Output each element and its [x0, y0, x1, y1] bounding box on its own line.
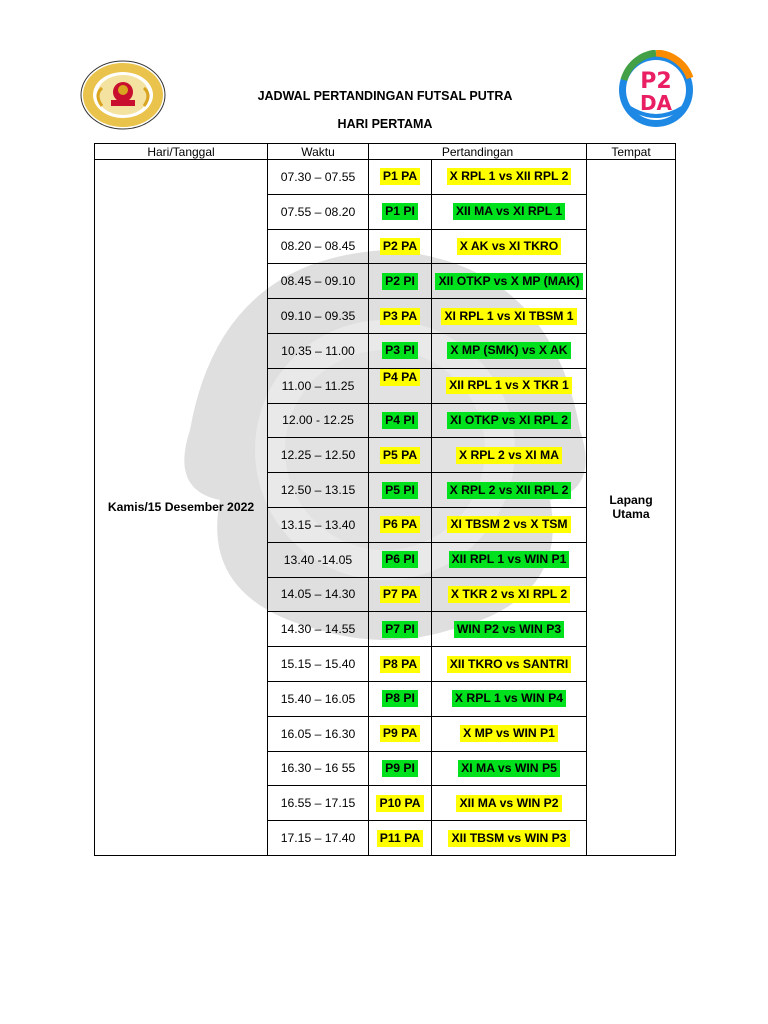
time-cell: 07.55 – 08.20: [268, 194, 369, 229]
time-cell: 10.35 – 11.00: [268, 333, 369, 368]
match-code-label: P3 PA: [380, 308, 420, 325]
match-code-label: P3 PI: [382, 342, 418, 359]
time-cell: 16.55 – 17.15: [268, 786, 369, 821]
time-cell: 08.20 – 08.45: [268, 229, 369, 264]
match-code-label: P5 PA: [380, 447, 420, 464]
time-cell: 15.15 – 15.40: [268, 647, 369, 682]
match-code-cell: [369, 612, 432, 647]
time-cell: 17.15 – 17.40: [268, 821, 369, 856]
match-teams-label: XII TKRO vs SANTRI: [447, 656, 572, 673]
match-cell: [432, 438, 587, 473]
time-cell: 11.00 – 11.25: [268, 368, 369, 403]
page-title: JADWAL PERTANDINGAN FUTSAL PUTRA: [257, 89, 513, 103]
match-teams-label: X AK vs XI TKRO: [457, 238, 561, 255]
p2da-logo: [616, 50, 696, 130]
match-cell: [432, 716, 587, 751]
match-code-label: P5 PI: [382, 482, 418, 499]
match-teams-label: XII RPL 1 vs WIN P1: [449, 551, 570, 568]
match-cell: [432, 368, 587, 403]
match-code-label: P10 PA: [376, 795, 423, 812]
match-code-cell: [369, 786, 432, 821]
match-code-label: P1 PI: [382, 203, 418, 220]
time-cell: 08.45 – 09.10: [268, 264, 369, 299]
match-code-cell: [369, 647, 432, 682]
column-header-time: Waktu: [268, 144, 369, 160]
match-cell: [432, 786, 587, 821]
time-cell: 12.00 - 12.25: [268, 403, 369, 438]
match-teams-label: XI RPL 1 vs XI TBSM 1: [441, 308, 576, 325]
svg-text:P2: P2: [640, 69, 672, 94]
match-code-cell: [369, 299, 432, 334]
match-teams-label: X TKR 2 vs XI RPL 2: [448, 586, 570, 603]
time-cell: 09.10 – 09.35: [268, 299, 369, 334]
column-header-match: Pertandingan: [369, 144, 587, 160]
match-teams-label: XII TBSM vs WIN P3: [448, 830, 569, 847]
match-cell: [432, 577, 587, 612]
match-teams-label: XII OTKP vs X MP (MAK): [435, 273, 582, 290]
table-header-row: [95, 144, 676, 160]
time-cell: 13.15 – 13.40: [268, 507, 369, 542]
schedule-table: [94, 143, 676, 856]
match-cell: [432, 264, 587, 299]
match-cell: [432, 333, 587, 368]
match-code-cell: [369, 821, 432, 856]
time-cell: 12.25 – 12.50: [268, 438, 369, 473]
match-code-cell: [369, 751, 432, 786]
match-teams-label: XI MA vs WIN P5: [458, 760, 560, 777]
time-cell: 16.05 – 16.30: [268, 716, 369, 751]
time-cell: 14.30 – 14.55: [268, 612, 369, 647]
match-teams-label: XII MA vs XI RPL 1: [453, 203, 565, 220]
match-code-label: P7 PA: [380, 586, 420, 603]
match-teams-label: XII RPL 1 vs X TKR 1: [446, 377, 572, 394]
match-code-cell: [369, 577, 432, 612]
page-subtitle: HARI PERTAMA: [337, 117, 433, 131]
match-teams-label: X RPL 2 vs XII RPL 2: [447, 482, 572, 499]
match-code-label: P6 PI: [382, 551, 418, 568]
match-code-label: P8 PA: [380, 656, 420, 673]
table-row: [95, 160, 676, 195]
match-cell: [432, 194, 587, 229]
match-cell: [432, 507, 587, 542]
match-code-label: P6 PA: [380, 516, 420, 533]
match-code-cell: [369, 403, 432, 438]
match-code-cell: [369, 438, 432, 473]
match-code-label: P2 PA: [380, 238, 420, 255]
match-code-label: P9 PI: [382, 760, 418, 777]
match-cell: [432, 160, 587, 195]
match-teams-label: X RPL 1 vs WIN P4: [452, 690, 566, 707]
time-cell: 14.05 – 14.30: [268, 577, 369, 612]
match-code-cell: [369, 716, 432, 751]
match-teams-label: WIN P2 vs WIN P3: [454, 621, 564, 638]
time-cell: 13.40 -14.05: [268, 542, 369, 577]
time-cell: 15.40 – 16.05: [268, 681, 369, 716]
match-code-label: P11 PA: [377, 830, 423, 847]
match-cell: [432, 751, 587, 786]
match-code-label: P8 PI: [382, 690, 418, 707]
match-cell: [432, 647, 587, 682]
match-code-cell: [369, 473, 432, 508]
match-teams-label: XI OTKP vs XI RPL 2: [447, 412, 571, 429]
match-code-label: P4 PI: [382, 412, 418, 429]
match-cell: [432, 681, 587, 716]
match-code-cell: [369, 229, 432, 264]
venue-cell: [587, 160, 676, 856]
match-code-cell: [369, 368, 432, 403]
match-code-cell: [369, 264, 432, 299]
match-code-label: P4 PA: [380, 369, 420, 386]
time-cell: 16.30 – 16 55: [268, 751, 369, 786]
day-cell: Kamis/15 Desember 2022: [95, 160, 268, 856]
match-code-cell: [369, 160, 432, 195]
column-header-venue: Tempat: [587, 144, 676, 160]
match-cell: [432, 403, 587, 438]
match-code-label: P1 PA: [380, 168, 420, 185]
match-code-label: P2 PI: [382, 273, 418, 290]
match-code-cell: [369, 681, 432, 716]
match-cell: [432, 229, 587, 264]
match-teams-label: XI TBSM 2 vs X TSM: [447, 516, 570, 533]
match-code-cell: [369, 542, 432, 577]
match-teams-label: X MP vs WIN P1: [460, 725, 558, 742]
match-code-cell: [369, 333, 432, 368]
match-cell: [432, 299, 587, 334]
time-cell: 07.30 – 07.55: [268, 160, 369, 195]
match-cell: [432, 542, 587, 577]
match-cell: [432, 612, 587, 647]
match-teams-label: X MP (SMK) vs X AK: [447, 342, 570, 359]
match-teams-label: X RPL 1 vs XII RPL 2: [447, 168, 572, 185]
match-code-cell: [369, 194, 432, 229]
match-code-cell: [369, 507, 432, 542]
match-teams-label: X RPL 2 vs XI MA: [456, 447, 562, 464]
osis-logo: [80, 60, 166, 130]
match-cell: [432, 473, 587, 508]
match-cell: [432, 821, 587, 856]
column-header-day: Hari/Tanggal: [95, 144, 268, 160]
venue-label: Lapang Utama: [609, 493, 653, 522]
match-code-label: P9 PA: [380, 725, 420, 742]
match-teams-label: XII MA vs WIN P2: [456, 795, 561, 812]
time-cell: 12.50 – 13.15: [268, 473, 369, 508]
svg-text:DA: DA: [639, 91, 673, 115]
match-code-label: P7 PI: [382, 621, 418, 638]
